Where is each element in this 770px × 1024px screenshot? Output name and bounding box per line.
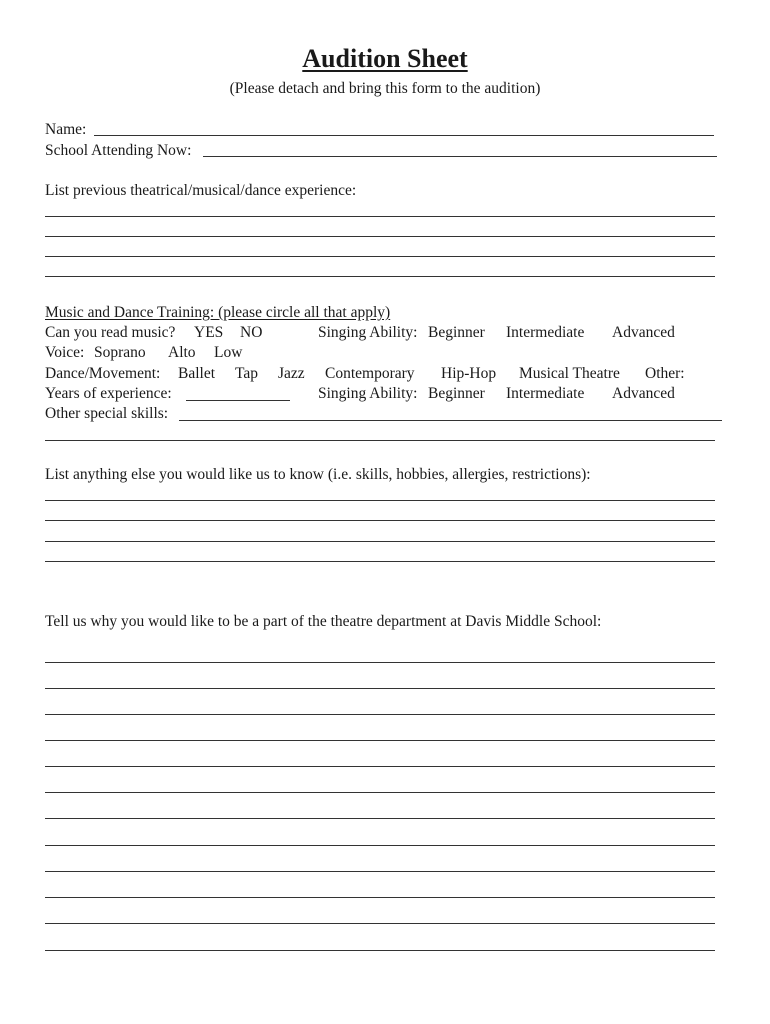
- anything-else-line[interactable]: [45, 500, 715, 501]
- training-heading: Music and Dance Training: (please circle all that apply): [45, 304, 391, 321]
- years-experience-label: Years of experience:: [45, 385, 172, 402]
- read-music-label: Can you read music?: [45, 324, 176, 341]
- why-line[interactable]: [45, 740, 715, 741]
- singing-option-beginner[interactable]: Beginner: [428, 385, 485, 402]
- special-skills-field[interactable]: [179, 420, 722, 421]
- why-line[interactable]: [45, 845, 715, 846]
- why-line[interactable]: [45, 766, 715, 767]
- school-field[interactable]: [203, 156, 717, 157]
- why-line[interactable]: [45, 923, 715, 924]
- years-experience-field[interactable]: [186, 400, 290, 401]
- voice-label: Voice:: [45, 344, 85, 361]
- experience-line[interactable]: [45, 256, 715, 257]
- special-skills-line[interactable]: [45, 440, 715, 441]
- special-skills-label: Other special skills:: [45, 405, 169, 422]
- singing-option-intermediate[interactable]: Intermediate: [506, 385, 585, 402]
- page-subtitle: (Please detach and bring this form to the audition): [229, 80, 541, 97]
- singing-option-intermediate[interactable]: Intermediate: [506, 324, 585, 341]
- singing-ability-label: Singing Ability:: [318, 385, 418, 402]
- experience-prompt: List previous theatrical/musical/dance experience:: [45, 182, 357, 199]
- page-title: Audition Sheet: [302, 44, 468, 73]
- anything-else-prompt: List anything else you would like us to know (i.e. skills, hobbies, allergies, restrictions):: [45, 466, 591, 483]
- anything-else-line[interactable]: [45, 561, 715, 562]
- dance-option-jazz[interactable]: Jazz: [278, 365, 305, 382]
- read-music-option-no[interactable]: NO: [240, 324, 263, 341]
- why-line[interactable]: [45, 818, 715, 819]
- anything-else-line[interactable]: [45, 520, 715, 521]
- voice-option-low[interactable]: Low: [214, 344, 243, 361]
- dance-option-other[interactable]: Other:: [645, 365, 685, 382]
- read-music-option-yes[interactable]: YES: [194, 324, 224, 341]
- school-label: School Attending Now:: [45, 142, 192, 159]
- why-line[interactable]: [45, 871, 715, 872]
- voice-option-soprano[interactable]: Soprano: [94, 344, 146, 361]
- voice-option-alto[interactable]: Alto: [168, 344, 196, 361]
- dance-label: Dance/Movement:: [45, 365, 161, 382]
- why-line[interactable]: [45, 897, 715, 898]
- singing-ability-label: Singing Ability:: [318, 324, 418, 341]
- name-label: Name:: [45, 121, 87, 138]
- dance-option-musical-theatre[interactable]: Musical Theatre: [519, 365, 620, 382]
- singing-option-beginner[interactable]: Beginner: [428, 324, 485, 341]
- dance-option-tap[interactable]: Tap: [235, 365, 259, 382]
- why-prompt: Tell us why you would like to be a part of the theatre department at Davis Middle School:: [45, 613, 602, 630]
- singing-option-advanced[interactable]: Advanced: [612, 385, 675, 402]
- experience-line[interactable]: [45, 236, 715, 237]
- why-line[interactable]: [45, 662, 715, 663]
- experience-line[interactable]: [45, 216, 715, 217]
- dance-option-hip-hop[interactable]: Hip-Hop: [441, 365, 497, 382]
- why-line[interactable]: [45, 714, 715, 715]
- why-line[interactable]: [45, 792, 715, 793]
- why-line[interactable]: [45, 688, 715, 689]
- name-field[interactable]: [94, 135, 714, 136]
- experience-line[interactable]: [45, 276, 715, 277]
- dance-option-contemporary[interactable]: Contemporary: [325, 365, 415, 382]
- anything-else-line[interactable]: [45, 541, 715, 542]
- singing-option-advanced[interactable]: Advanced: [612, 324, 675, 341]
- dance-option-ballet[interactable]: Ballet: [178, 365, 216, 382]
- why-line[interactable]: [45, 950, 715, 951]
